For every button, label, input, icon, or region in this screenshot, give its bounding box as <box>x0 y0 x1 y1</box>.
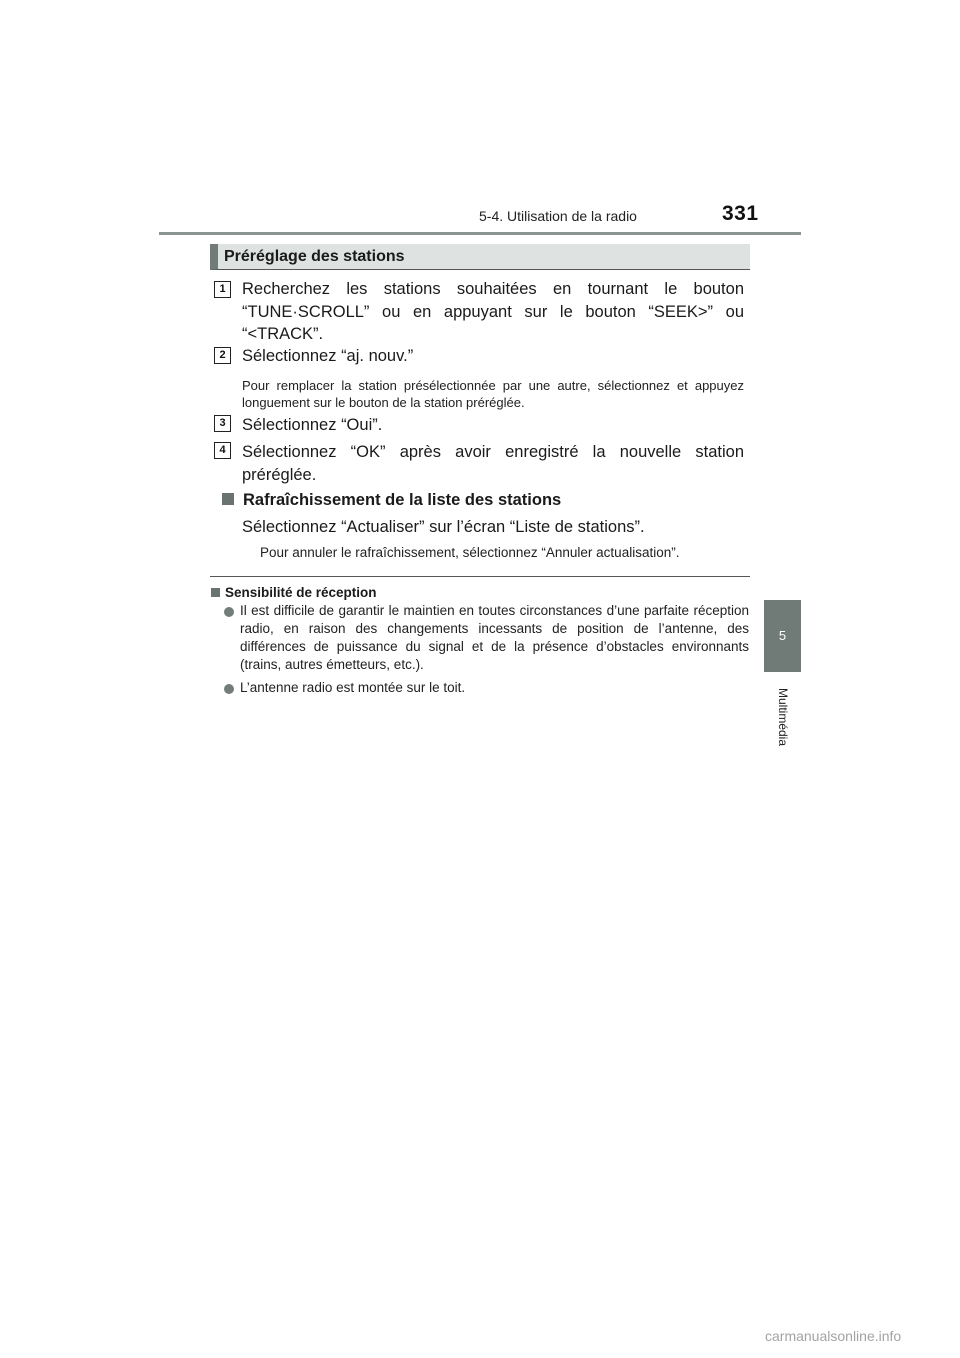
info-bullet-2: L’antenne radio est montée sur le toit. <box>240 680 466 695</box>
chapter-title: Multimédia <box>775 687 790 747</box>
bullet-dot-icon <box>224 684 234 694</box>
chapter-tab-label <box>764 672 801 762</box>
square-bullet-icon <box>222 493 234 505</box>
subsection-text: Sélectionnez “Actualiser” sur l’écran “Liste de stations”. <box>242 518 645 536</box>
section-heading: Préréglage des stations <box>210 244 750 270</box>
step-badge-2: 2 <box>214 347 231 364</box>
step-note-2: Pour remplacer la station présélectionnée par une autre, sélectionnez et appuyez longuement sur le bouton de la station préréglée. <box>242 378 744 410</box>
header-section-title: 5-4. Utilisation de la radio <box>479 208 637 224</box>
chapter-number: 5 <box>778 628 787 643</box>
step-badge-1: 1 <box>214 281 231 298</box>
step-text-3: Sélectionnez “Oui”. <box>242 416 383 434</box>
subsection-note: Pour annuler le rafraîchissement, sélectionnez “Annuler actualisation”. <box>260 545 680 560</box>
step-badge-4: 4 <box>214 442 231 459</box>
bullet-dot-icon <box>224 607 234 617</box>
step-badge-3: 3 <box>214 415 231 432</box>
chapter-tab <box>764 600 801 672</box>
page-number: 331 <box>722 202 759 225</box>
info-title: Sensibilité de réception <box>225 585 377 600</box>
step-text-4: Sélectionnez “OK” après avoir enregistré la nouvelle station préréglée. <box>242 443 744 484</box>
info-divider <box>210 576 750 577</box>
step-text-2: Sélectionnez “aj. nouv.” <box>242 347 414 365</box>
info-bullet-1: Il est difficile de garantir le maintien en toutes circonstances d’une parfaite réception radio, en raison des changements incessants de position de l’antenne, des différences de puissance du signal et de la présence d’obstacles environnants (trains, autres émetteurs, etc.). <box>240 603 749 672</box>
square-bullet-icon <box>211 588 220 597</box>
watermark: carmanualsonline.info <box>765 1328 902 1344</box>
step-text-1: Recherchez les stations souhaitées en tournant le bouton “TUNE·SCROLL” ou en appuyant sur le bouton “SEEK>” ou “<TRACK”. <box>242 280 744 343</box>
header-rule <box>159 232 801 235</box>
subsection-heading <box>222 491 561 510</box>
info-heading <box>211 585 377 600</box>
subsection-title: Rafraîchissement de la liste des stations <box>243 491 562 509</box>
